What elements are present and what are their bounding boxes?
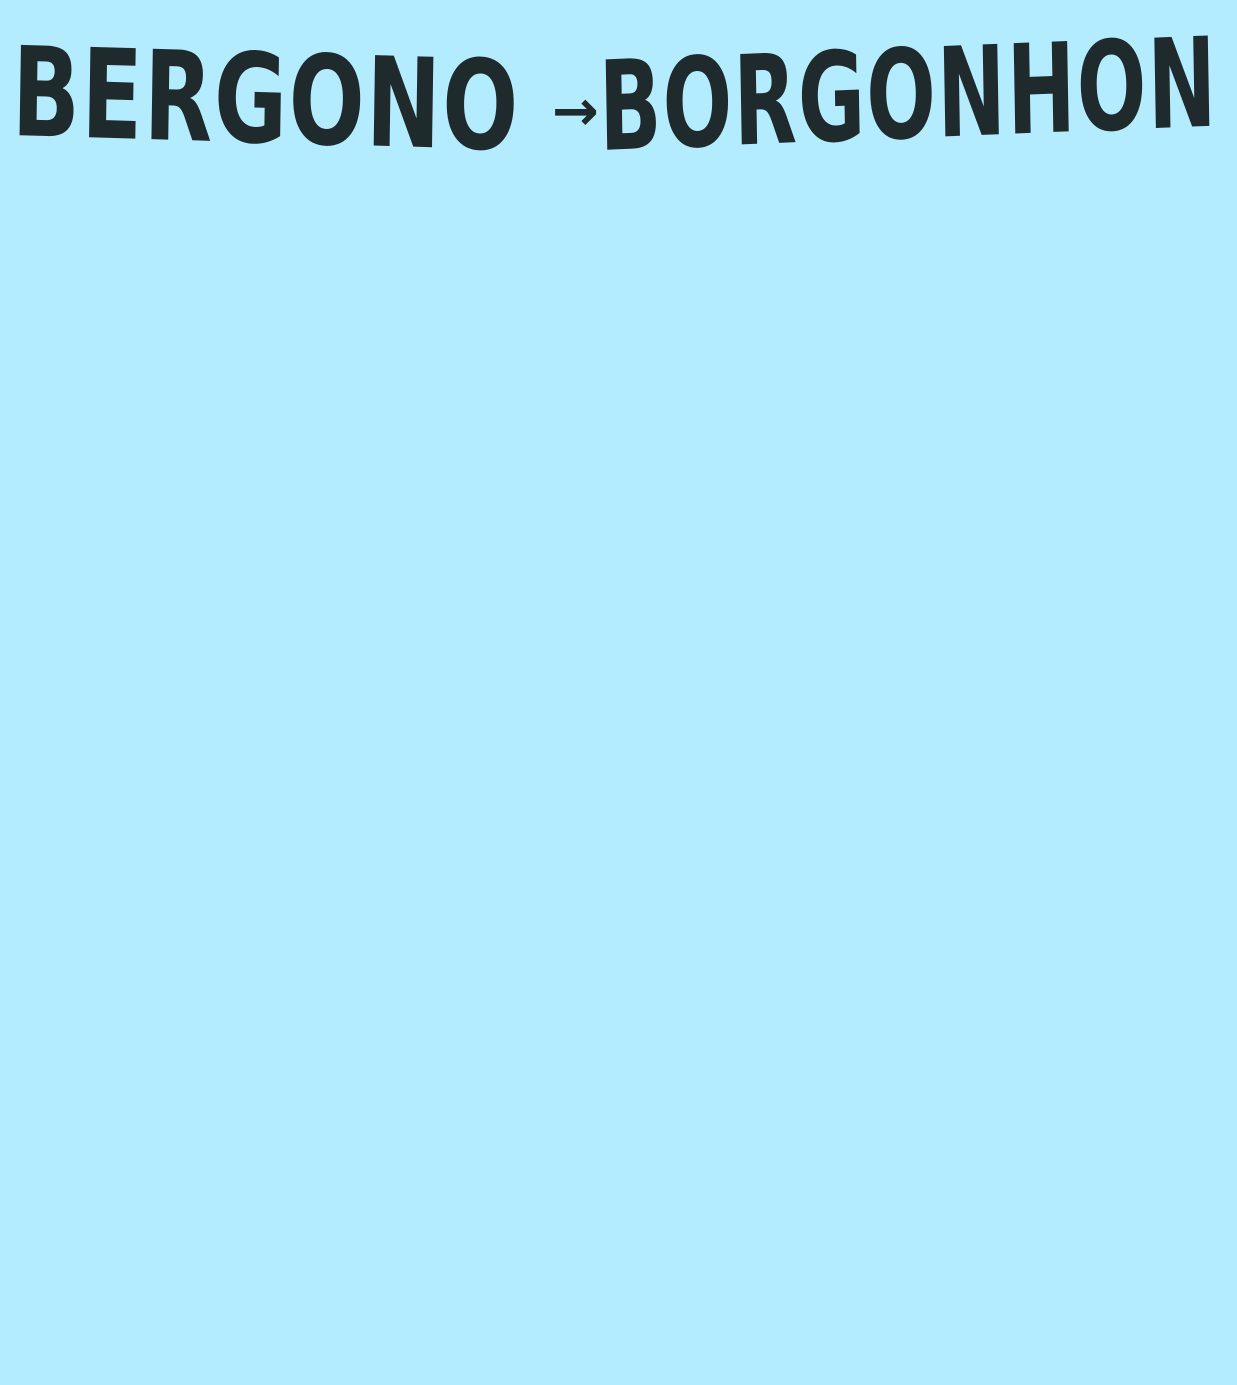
- source-word: BERGONO: [10, 21, 521, 180]
- arrow-icon: →: [552, 78, 599, 144]
- handwritten-line: [10, 11, 1222, 180]
- target-word: BORGONHON: [597, 11, 1219, 180]
